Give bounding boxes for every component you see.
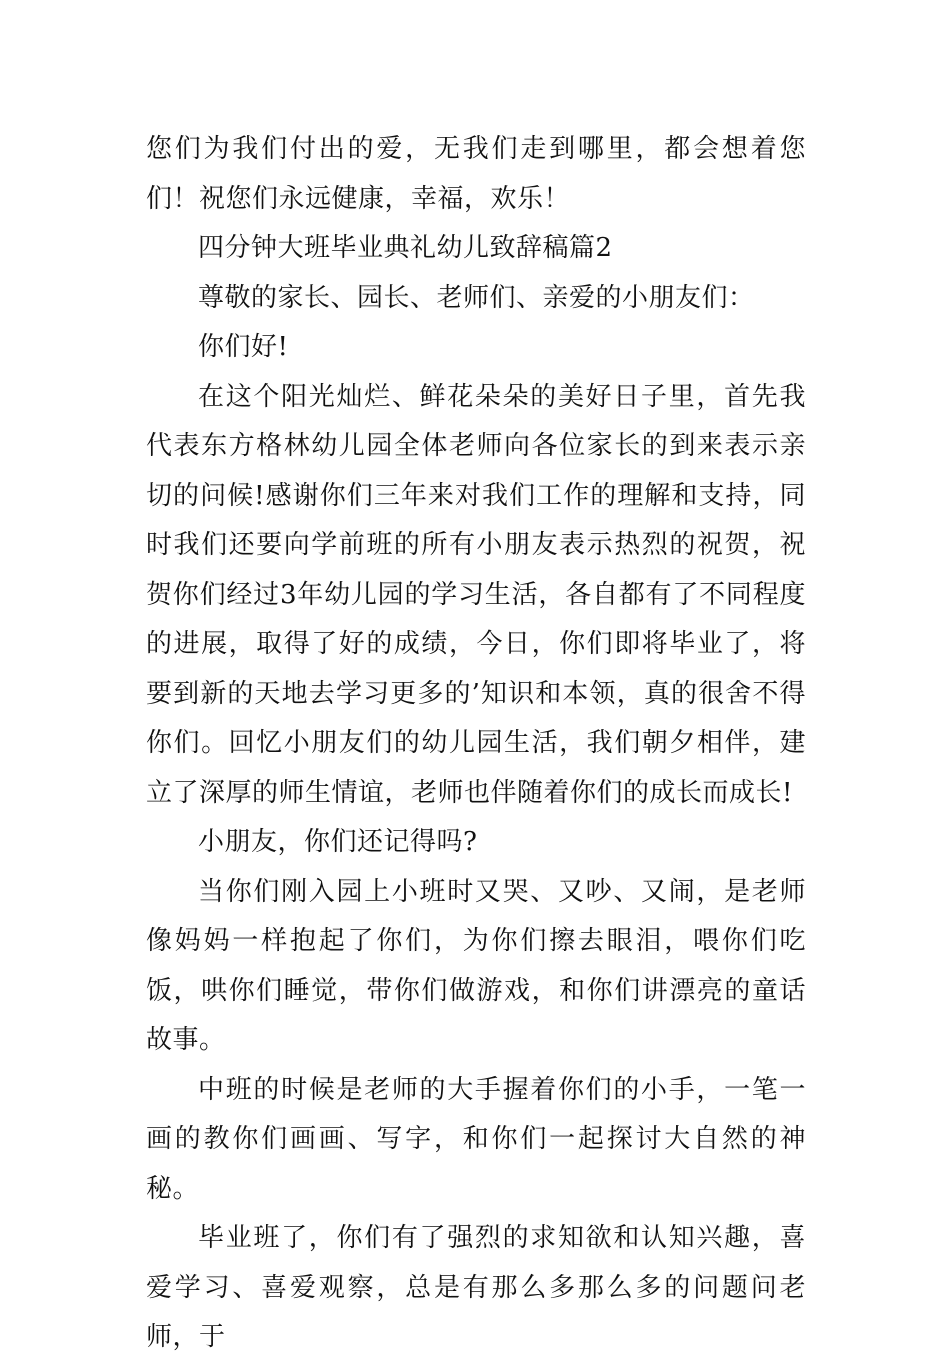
paragraph-opening: 在这个阳光灿烂、鲜花朵朵的美好日子里，首先我代表东方格林幼儿园全体老师向各位家长的到来表示亲切的问候!感谢你们三年来对我们工作的理解和支持，同时我们还要向学前班的所有小朋友表示热烈的祝贺，祝贺你们经过3年幼儿园的学习生活，各自都有了不同程度的进展，取得了好的成绩，今日，你们即将毕业了，将要到新的天地去学习更多的’知识和本领，真的很舍不得你们。回忆小朋友们的幼儿园生活，我们朝夕相伴，建立了深厚的师生情谊，老师也伴随着你们的成长而成长! <box>146 381 806 808</box>
paragraph-graduating-class: 毕业班了，你们有了强烈的求知欲和认知兴趣，喜爱学习、喜爱观察，总是有那么多那么多的问题问老师，于 <box>146 1223 806 1352</box>
paragraph-question: 小朋友，你们还记得吗? <box>198 827 478 857</box>
paragraph-middle-class: 中班的时候是老师的大手握着你们的小手，一笔一画的教你们画画、写字，和你们一起探讨大自然的神秘。 <box>146 1074 806 1204</box>
section-heading: 四分钟大班毕业典礼幼儿致辞稿篇2 <box>198 233 613 263</box>
paragraph-salutation: 尊敬的家长、园长、老师们、亲爱的小朋友们： <box>198 282 755 313</box>
paragraph-small-class: 当你们刚入园上小班时又哭、又吵、又闹，是老师像妈妈一样抱起了你们，为你们擦去眼泪，喂你们吃饭，哄你们睡觉，带你们做游戏，和你们讲漂亮的童话故事。 <box>146 876 806 1055</box>
document-body <box>146 125 806 1363</box>
paragraph-greeting: 你们好! <box>198 332 289 362</box>
paragraph-closing-wishes: 您们为我们付出的爱，无我们走到哪里，都会想着您们！祝您们永远健康，幸福，欢乐！ <box>146 134 806 214</box>
